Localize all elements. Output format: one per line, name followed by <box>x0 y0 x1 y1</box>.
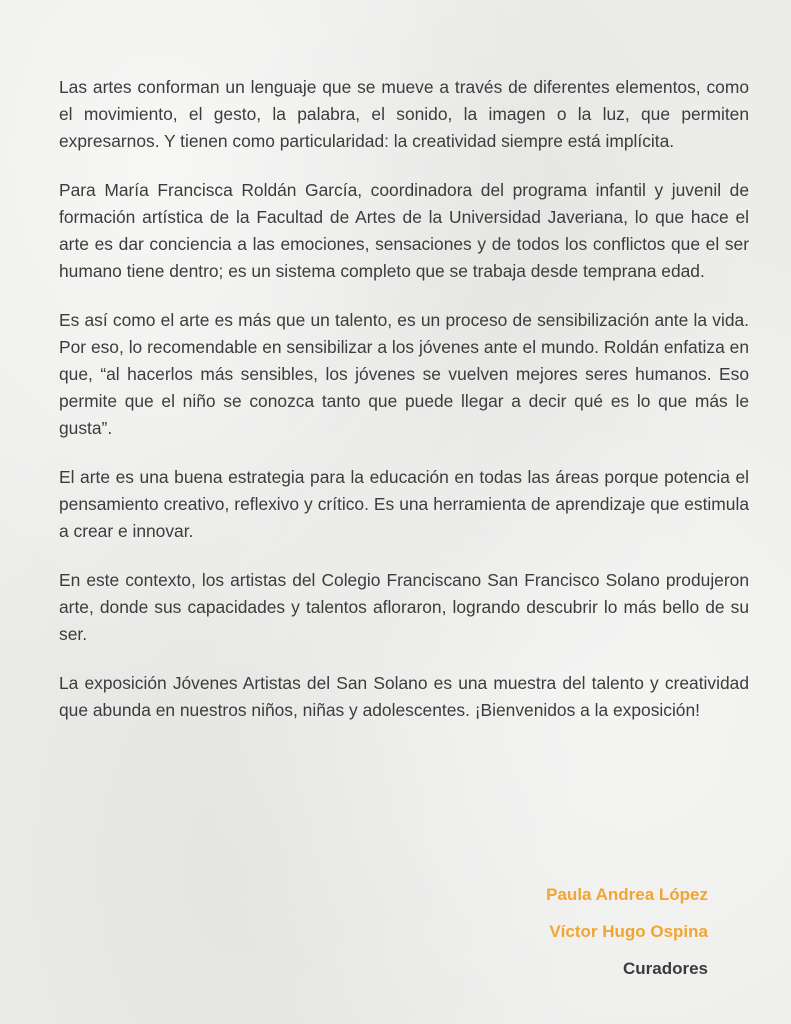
paragraph-roldan-quote: Para María Francisca Roldán García, coordinadora del programa infantil y juvenil de formación artística de la Facultad de Artes de la Universidad Javeriana, lo que hace el arte es dar conciencia a las emociones, sensaciones y de todos los conflictos que el ser humano tiene dentro; es un sistema completo que se trabaja desde temprana edad. <box>59 180 749 281</box>
curator-role: Curadores <box>622 959 708 978</box>
paragraph-bienvenida: La exposición Jóvenes Artistas del San Solano es una muestra del talento y creatividad que abunda en nuestros niños, niñas y adolescentes. ¡Bienvenidos a la exposición! <box>59 673 749 720</box>
paragraph-sensibilizacion: Es así como el arte es más que un talento, es un proceso de sensibilización ante la vida. Por eso, lo recomendable en sensibilizar a los jóvenes ante el mundo. Roldán enfatiza en que, “al hacerlos más sensibles, los jóvenes se vuelven mejores seres humanos. Eso permite que el niño se conozca tanto que puede llegar a decir qué es lo que más le gusta”. <box>59 310 749 438</box>
paragraph-intro: Las artes conforman un lenguaje que se mueve a través de diferentes elementos, como el movimiento, el gesto, la palabra, el sonido, la imagen o la luz, que permiten expresarnos. Y tienen como particularidad: la creatividad siempre está implícita. <box>59 77 749 151</box>
document-body <box>59 74 749 746</box>
curator-name: Paula Andrea López <box>546 885 708 904</box>
signature-block <box>546 880 708 984</box>
paragraph-contexto: En este contexto, los artistas del Colegio Franciscano San Francisco Solano produjeron arte, donde sus capacidades y talentos afloraron, logrando descubrir lo más bello de su ser. <box>59 570 749 644</box>
paragraph-educacion: El arte es una buena estrategia para la educación en todas las áreas porque potencia el pensamiento creativo, reflexivo y crítico. Es una herramienta de aprendizaje que estimula a crear e innovar. <box>59 467 749 541</box>
curator-name: Víctor Hugo Ospina <box>549 922 708 941</box>
